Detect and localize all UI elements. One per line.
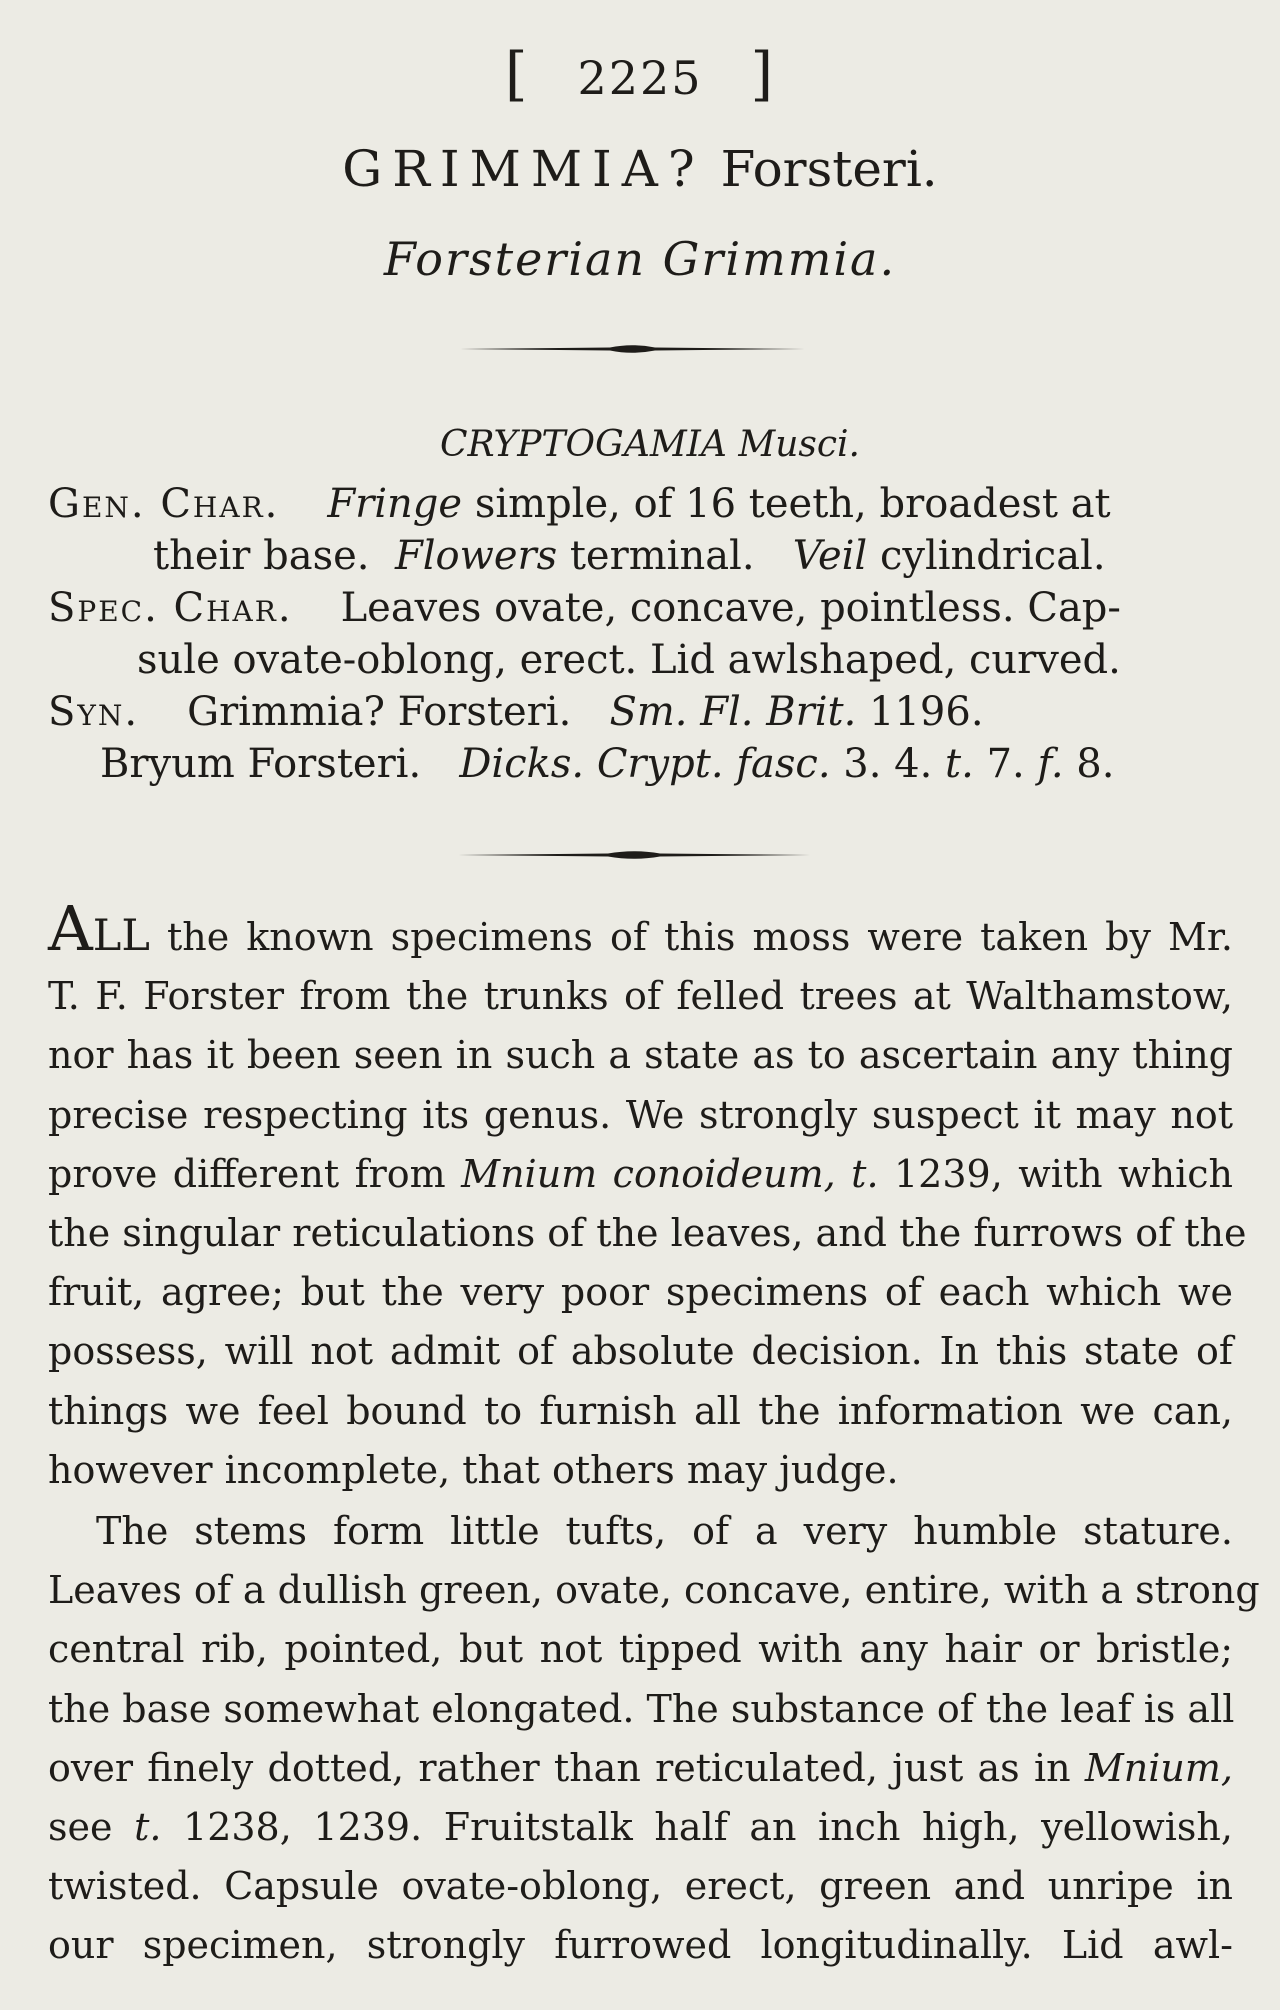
specific-character-line-1 [48, 582, 1238, 634]
specific-character-line-2: sule ovate-oblong, erect. Lid awlshaped, curved. [137, 637, 1121, 683]
gen-line2-a: their base. [153, 533, 370, 579]
class-name: CRYPTOGAMIA [440, 424, 727, 465]
bracket-close: ] [750, 40, 776, 108]
text-line: T. F. Forster from the trunks of felled trees at Walthamstow, [48, 974, 1233, 1019]
common-name: Forsterian Grimmia. [383, 232, 897, 286]
generic-character-line-2 [153, 530, 1280, 582]
drop-cap: All [48, 892, 150, 965]
syn-line1-b: Sm. Fl. Brit. [609, 689, 857, 735]
syn-line2-a: Bryum Forsteri. [100, 741, 422, 787]
gen-line2-c: terminal. [569, 533, 755, 579]
generic-character-line-1 [48, 478, 1238, 530]
text-line: fruit, agree; but the very poor specimens of each which we [48, 1270, 1233, 1315]
page-number: 2225 [577, 51, 703, 105]
line-text: 1239, with which [893, 1151, 1233, 1196]
ornamental-rule-top [460, 342, 805, 356]
gen-line2-b: Flowers [394, 533, 558, 579]
classification-line [0, 424, 1280, 465]
syn-line1-c: 1196. [869, 689, 984, 735]
syn-line2-e: 7. [986, 741, 1025, 787]
syn-line1-a: Grimmia? Forsteri. [187, 689, 572, 735]
line-text: over finely dotted, rather than reticulated, just as in [48, 1745, 1071, 1790]
syn-line2-f: f. [1037, 741, 1064, 787]
text-line: Leaves of a dullish green, ovate, concave, entire, with a strong [48, 1568, 1260, 1613]
order-name: Musci. [738, 424, 860, 465]
syn-line2-b: Dicks. Crypt. fasc. [459, 741, 831, 787]
line-text: the known specimens of this moss were taken by Mr. [166, 915, 1233, 959]
text-line: possess, will not admit of absolute decision. In this state of [48, 1329, 1233, 1374]
text-line [48, 892, 1233, 967]
text-line: the singular reticulations of the leaves, and the furrows of the [48, 1211, 1247, 1256]
text-line [48, 1739, 1233, 1798]
ornamental-rule-bottom [458, 848, 810, 862]
line-italic: Mnium, [1084, 1745, 1233, 1790]
syn-line2-d: t. [945, 741, 974, 787]
line-italic: Mnium conoideum, t. [461, 1151, 879, 1196]
gen-char-label: Gen. Char. [48, 481, 280, 527]
gen-line2-e: cylindrical. [879, 533, 1106, 579]
line-text: prove different from [48, 1151, 446, 1196]
text-line: nor has it been seen in such a state as to ascertain any thing [48, 1033, 1233, 1078]
spec-char-label: Spec. Char. [48, 585, 293, 631]
syn-label: Syn. [48, 689, 140, 735]
spec-line1-text: Leaves ovate, concave, pointless. Cap- [340, 585, 1121, 631]
page-number-header [0, 40, 1280, 108]
text-line [48, 1145, 1233, 1204]
text-line: The stems form little tufts, of a very humble stature. [96, 1509, 1233, 1553]
gen-line1-italic: Fringe [327, 481, 463, 527]
synonymy-line-1 [48, 686, 1238, 738]
text-line: twisted. Capsule ovate-oblong, erect, green and unripe in [48, 1864, 1233, 1909]
species-name: Forsteri. [720, 140, 938, 198]
gen-line1-text: simple, of 16 teeth, broadest at [474, 481, 1111, 527]
text-line: the base somewhat elongated. The substance of the leaf is all [48, 1686, 1235, 1731]
line-text: 1238, 1239. Fruitstalk half an inch high, yellowish, [183, 1805, 1233, 1850]
species-title [0, 140, 1280, 198]
text-line: precise respecting its genus. We strongly suspect it may not [48, 1092, 1233, 1137]
text-line: however incomplete, that others may judge. [48, 1447, 899, 1492]
text-line: things we feel bound to furnish all the information we can, [48, 1388, 1233, 1433]
text-line: central rib, pointed, but not tipped with any hair or bristle; [48, 1627, 1233, 1672]
line-italic: t. [134, 1805, 162, 1850]
paragraph-2 [48, 1502, 1260, 1976]
genus-name: GRIMMIA? [342, 140, 705, 198]
paragraph-1 [48, 892, 1247, 1500]
text-line: our specimen, strongly furrowed longitudinally. Lid awl- [48, 1923, 1233, 1968]
syn-line2-c: 3. 4. [843, 741, 933, 787]
line-text: see [48, 1805, 113, 1850]
text-line [48, 1798, 1233, 1857]
bracket-open: [ [504, 40, 530, 108]
syn-line2-g: 8. [1076, 741, 1115, 787]
gen-line2-d: Veil [792, 533, 868, 579]
synonymy-line-2 [100, 738, 1280, 790]
